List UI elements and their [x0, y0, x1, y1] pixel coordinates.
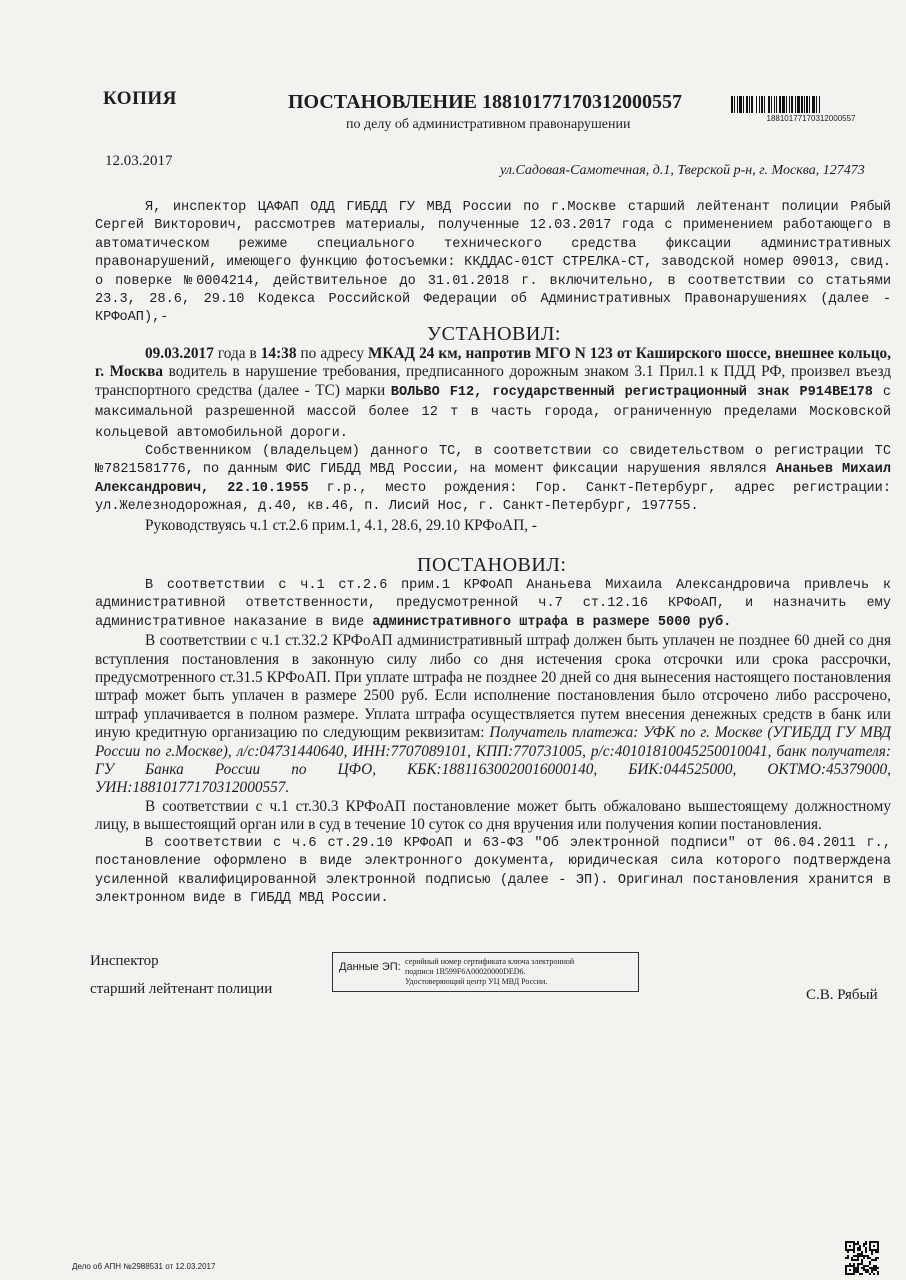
- qr-module: [873, 1249, 875, 1251]
- text-fragment: г.р., место рождения: Гор. Санкт-Петербург, адрес регистрации: ул.Железнодорожная, д.40, кв.46, п. Лисий Нос, г. Санкт-Петербург, 197755.: [95, 480, 891, 515]
- qr-module: [877, 1249, 879, 1251]
- qr-module: [845, 1265, 847, 1267]
- qr-module: [871, 1249, 873, 1251]
- appeal-paragraph: В соответствии с ч.1 ст.30.3 КРФоАП постановление может быть обжаловано вышестоящему должностному лицу, в вышестоящий орган или в суд в течение 10 суток со дня вручения или получения копии постановления.: [95, 797, 891, 834]
- qr-module: [867, 1269, 869, 1271]
- copy-label: КОПИЯ: [103, 88, 177, 109]
- qr-module: [853, 1265, 855, 1267]
- qr-module: [857, 1269, 859, 1271]
- qr-module: [845, 1249, 847, 1251]
- qr-module: [855, 1269, 857, 1271]
- qr-module: [873, 1265, 875, 1267]
- qr-module: [853, 1271, 855, 1273]
- document-date: 12.03.2017: [105, 153, 173, 169]
- penalty-amount: административного штрафа в размере 5000 руб.: [372, 614, 732, 630]
- qr-module: [871, 1241, 873, 1243]
- qr-module: [869, 1263, 871, 1265]
- qr-module: [863, 1255, 865, 1257]
- qr-module: [853, 1269, 855, 1271]
- qr-module: [857, 1243, 859, 1245]
- violation-paragraph: [95, 345, 891, 443]
- qr-module: [875, 1257, 877, 1259]
- qr-module: [851, 1265, 853, 1267]
- qr-module: [855, 1259, 857, 1261]
- qr-module: [871, 1251, 873, 1253]
- qr-module: [853, 1249, 855, 1251]
- qr-module: [845, 1269, 847, 1271]
- qr-module: [861, 1267, 863, 1269]
- qr-module: [865, 1247, 867, 1249]
- violation-time: 14:38: [260, 345, 297, 362]
- qr-module: [861, 1259, 863, 1261]
- qr-module: [867, 1271, 869, 1273]
- eds-label: Данные ЭП:: [339, 961, 401, 973]
- qr-module: [847, 1241, 849, 1243]
- intro-paragraph: [95, 199, 891, 328]
- text-fragment: по адресу: [296, 345, 368, 362]
- qr-module: [861, 1263, 863, 1265]
- qr-module: [865, 1255, 867, 1257]
- qr-module: [877, 1257, 879, 1259]
- qr-module: [845, 1271, 847, 1273]
- heading-ustanovil: УСТАНОВИЛ:: [427, 323, 561, 345]
- qr-module: [873, 1259, 875, 1261]
- qr-module: [853, 1273, 855, 1275]
- qr-module: [853, 1245, 855, 1247]
- qr-module: [875, 1259, 877, 1261]
- postanovil-section: [95, 577, 891, 908]
- payment-paragraph: [95, 632, 891, 798]
- barcode-bars: [731, 96, 891, 113]
- qr-module: [851, 1273, 853, 1275]
- qr-module: [859, 1273, 861, 1275]
- owner-paragraph: [95, 443, 891, 517]
- qr-module: [861, 1273, 863, 1275]
- qr-module: [877, 1267, 879, 1269]
- barcode: [731, 96, 891, 123]
- qr-module: [853, 1255, 855, 1257]
- qr-module: [869, 1243, 871, 1245]
- qr-module: [865, 1271, 867, 1273]
- qr-module: [857, 1267, 859, 1269]
- qr-module: [859, 1255, 861, 1257]
- payment-requisites: Получатель платежа: УФК по г. Москве (УГИБДД ГУ МВД России по г.Москве), л/с:04731440640, ИНН:7707089101, КПП:770731005, р/с:40101810045250010041, банк получателя: ГУ Банка России по ЦФО, КБК:18811630020016000140, БИК:044525000, ОКТМО:45379000, УИН:18810177170312000557.: [95, 724, 892, 797]
- vehicle-info: ВОЛЬВО F12, государственный регистрационный знак Р914ВЕ178: [390, 384, 873, 400]
- qr-module: [867, 1255, 869, 1257]
- qr-module: [845, 1243, 847, 1245]
- qr-module: [857, 1249, 859, 1251]
- qr-module: [859, 1263, 861, 1265]
- text-fragment: В соответствии с ч.1 ст.2.6 прим.1 КРФоАП Ананьева Михаила Александровича привлечь к административной ответственности, предусмотренной ч.7 ст.12.16 КРФоАП, и назначить ему административное наказание в виде: [95, 578, 891, 630]
- qr-module: [871, 1271, 873, 1273]
- qr-module: [845, 1267, 847, 1269]
- qr-module: [857, 1259, 859, 1261]
- qr-module: [863, 1243, 865, 1245]
- owner-name: Ананьев Михаил Александрович, 22.10.1955: [95, 462, 891, 496]
- qr-module: [845, 1247, 847, 1249]
- qr-module: [877, 1243, 879, 1245]
- qr-module: [863, 1265, 865, 1267]
- qr-module: [877, 1245, 879, 1247]
- text-fragment: В соответствии с ч.1 ст.32.2 КРФоАП административный штраф должен быть уплачен не позднее 60 дней со дня вступления постановления в законную силу либо со дня истечения срока отсрочки или срока рассрочки, предусмотренного ст.31.5 КРФоАП. При уплате штрафа не позднее 20 дней со дня вынесения настоящего постановления штраф может быть уплачен в размере 2500 руб. Если исполнение постановления было отсрочено либо рассрочено, штраф уплачивается в полном размере. Уплата штрафа осуществляется путем внесения денежных средств в банк или иную кредитную организацию по следующим реквизитам:: [95, 632, 891, 742]
- qr-module: [869, 1249, 871, 1251]
- qr-module: [845, 1257, 847, 1259]
- qr-module: [869, 1273, 871, 1275]
- violation-address: МКАД 24 км, напротив МГО N 123 от Каширского шоссе, внешнее кольцо, г. Москва: [95, 345, 891, 381]
- qr-module: [853, 1247, 855, 1249]
- violation-date: 09.03.2017: [145, 345, 214, 362]
- qr-module: [851, 1259, 853, 1261]
- qr-module: [847, 1249, 849, 1251]
- qr-module: [857, 1271, 859, 1273]
- qr-module: [849, 1273, 851, 1275]
- text-fragment: водитель в нарушение требования, предписанного дорожным знаком 3.1 Прил.1 к ПДД РФ, произвел въезд транспортного средства (далее - ТС) марки: [95, 363, 891, 399]
- qr-module: [851, 1257, 853, 1259]
- qr-module: [861, 1253, 863, 1255]
- qr-module: [853, 1243, 855, 1245]
- signer-role: Инспектор: [90, 953, 159, 969]
- qr-module: [853, 1241, 855, 1243]
- qr-module: [851, 1241, 853, 1243]
- qr-module: [855, 1267, 857, 1269]
- qr-module: [855, 1271, 857, 1273]
- text-fragment: с максимальной разрешенной массой более 12 т в часть города, ограниченную пределами Московской кольцевой автомобильной дороги.: [95, 384, 891, 441]
- text-fragment: года в: [213, 345, 261, 362]
- qr-module: [857, 1263, 859, 1265]
- qr-module: [859, 1253, 861, 1255]
- qr-module: [847, 1273, 849, 1275]
- qr-module: [863, 1269, 865, 1271]
- qr-module: [869, 1267, 871, 1269]
- qr-module: [871, 1269, 873, 1271]
- qr-module: [873, 1273, 875, 1275]
- legal-basis-paragraph: Руководствуясь ч.1 ст.2.6 прим.1, 4.1, 28.6, 29.10 КРФоАП, -: [145, 516, 537, 534]
- qr-module: [851, 1249, 853, 1251]
- qr-module: [847, 1251, 849, 1253]
- qr-module: [859, 1245, 861, 1247]
- qr-module: [849, 1249, 851, 1251]
- qr-module: [853, 1251, 855, 1253]
- qr-module: [875, 1251, 877, 1253]
- ustanovil-section: [95, 345, 891, 535]
- qr-module: [861, 1251, 863, 1253]
- qr-module: [857, 1247, 859, 1249]
- qr-module: [865, 1265, 867, 1267]
- qr-module: [849, 1241, 851, 1243]
- qr-module: [857, 1257, 859, 1259]
- qr-module: [861, 1261, 863, 1263]
- qr-module: [859, 1249, 861, 1251]
- qr-module: [863, 1257, 865, 1259]
- qr-module: [865, 1241, 867, 1243]
- qr-module: [845, 1241, 847, 1243]
- qr-module: [871, 1267, 873, 1269]
- qr-module: [853, 1267, 855, 1269]
- qr-module: [853, 1259, 855, 1261]
- qr-module: [849, 1269, 851, 1271]
- qr-module: [865, 1251, 867, 1253]
- case-footer: Дело об АПН №2988531 от 12.03.2017: [72, 1262, 216, 1271]
- qr-module: [877, 1273, 879, 1275]
- barcode-bar: [820, 96, 822, 113]
- electronic-signature-box: [332, 952, 639, 992]
- qr-module: [869, 1261, 871, 1263]
- qr-module: [865, 1243, 867, 1245]
- qr-module: [875, 1265, 877, 1267]
- document-title: ПОСТАНОВЛЕНИЕ 18810177170312000557: [288, 91, 682, 113]
- qr-module: [875, 1249, 877, 1251]
- qr-module: [849, 1263, 851, 1265]
- qr-module: [849, 1265, 851, 1267]
- qr-module: [861, 1255, 863, 1257]
- qr-module: [873, 1245, 875, 1247]
- qr-module: [867, 1265, 869, 1267]
- qr-module: [863, 1245, 865, 1247]
- eds-details: [405, 957, 574, 987]
- qr-module: [869, 1247, 871, 1249]
- qr-module: [845, 1245, 847, 1247]
- qr-module: [869, 1241, 871, 1243]
- qr-module: [863, 1267, 865, 1269]
- qr-module: [877, 1241, 879, 1243]
- qr-module: [871, 1253, 873, 1255]
- qr-module: [875, 1267, 877, 1269]
- qr-module: [859, 1247, 861, 1249]
- qr-module: [875, 1241, 877, 1243]
- qr-module: [877, 1247, 879, 1249]
- qr-module: [871, 1259, 873, 1261]
- qr-module: [857, 1265, 859, 1267]
- penalty-paragraph: [95, 577, 891, 632]
- qr-module: [847, 1257, 849, 1259]
- eds-line: серийный номер сертификата ключа электронной: [405, 957, 575, 966]
- qr-module: [847, 1265, 849, 1267]
- qr-module: [869, 1245, 871, 1247]
- qr-module: [857, 1255, 859, 1257]
- qr-module: [873, 1269, 875, 1271]
- qr-module: [857, 1253, 859, 1255]
- qr-module: [845, 1273, 847, 1275]
- qr-module: [865, 1249, 867, 1251]
- qr-module: [855, 1255, 857, 1257]
- qr-module: [875, 1269, 877, 1271]
- text-fragment: Собственником (владельцем) данного ТС, в соответствии со свидетельством о регистрации ТС №7821581776, по данным ФИС ГИБДД МВД России, на момент фиксации нарушения являлся: [95, 444, 891, 478]
- qr-module: [855, 1243, 857, 1245]
- eds-line: подписи 1B599F6A00020000DED6.: [405, 967, 526, 976]
- barcode-number: 18810177170312000557: [766, 114, 856, 123]
- signer-name: С.В. Рябый: [806, 987, 878, 1003]
- qr-module: [847, 1255, 849, 1257]
- signer-rank: старший лейтенант полиции: [90, 981, 273, 997]
- document-subtitle: по делу об административном правонарушении: [346, 117, 631, 132]
- issuer-address: ул.Садовая-Самотечная, д.1, Тверской р-н, г. Москва, 127473: [500, 163, 865, 178]
- qr-module: [853, 1263, 855, 1265]
- eds-line: Удостоверяющий центр УЦ МВД России.: [405, 977, 548, 986]
- qr-module: [849, 1245, 851, 1247]
- qr-module: [857, 1241, 859, 1243]
- intro-text: Я, инспектор ЦАФАП ОДД ГИБДД ГУ МВД России по г.Москве старший лейтенант полиции Рябый Сергей Викторович, рассмотрев материалы, полученные 12.03.2017 года с применением работающего в автоматическом режиме специального технического средства фиксации административных правонарушений, имеющего функцию фотосъемки: ККДДАС-01СТ СТРЕЛКА-СТ, заводской номер 09013, свид. о поверке №0004214, действительное до 31.01.2018 г. включительно, в соответствии со статьями 23.3, 28.6, 29.10 Кодекса Российской Федерации об Административных Правонарушениях (далее - КРФоАП),-: [95, 200, 891, 326]
- qr-module: [865, 1269, 867, 1271]
- qr-code-icon: [845, 1241, 879, 1275]
- qr-module: [877, 1251, 879, 1253]
- qr-module: [873, 1241, 875, 1243]
- qr-module: [867, 1257, 869, 1259]
- heading-postanovil: ПОСТАНОВИЛ:: [417, 554, 567, 576]
- qr-module: [877, 1271, 879, 1273]
- qr-module: [873, 1267, 875, 1269]
- eds-paragraph: В соответствии с ч.6 ст.29.10 КРФоАП и 63-ФЗ "Об электронной подписи" от 06.04.2011 г., постановление оформлено в виде электронного документа, юридическая сила которого подтверждена усиленной квалифицированной электронной подписью (далее - ЭП). Оригинал постановления хранится в электронном виде в ГИБДД МВД России.: [95, 835, 891, 906]
- qr-module: [869, 1257, 871, 1259]
